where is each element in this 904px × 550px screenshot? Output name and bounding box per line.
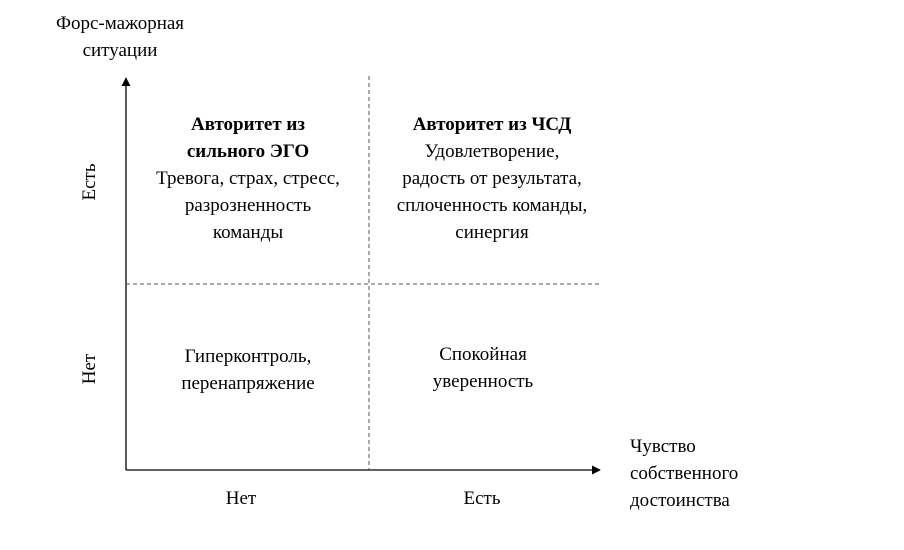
y-axis-title-line-1: Форс-мажорная [55,13,185,34]
quadrant-bottom-left [136,343,360,397]
y-axis-title-line-2: ситуации [82,40,158,61]
x-axis-title-line-2: собственного [630,463,739,484]
quadrant-top-right-body-line-3: сплоченность команды, [396,195,588,216]
quadrant-top-left-body-line-1: Тревога, страх, стресс, [156,168,340,189]
quadrant-top-left-heading-line-2: сильного ЭГО [186,141,310,162]
y-tick-bottom: Нет [79,353,100,385]
quadrant-top-right-body-line-4: синергия [455,222,529,243]
x-tick-right: Есть [463,488,501,509]
quadrant-bottom-left-body-line-1: Гиперконтроль, [184,346,312,367]
quadrant-top-right-heading-line-1: Авторитет из ЧСД [412,114,572,135]
quadrant-top-right [372,111,612,246]
quadrant-top-left-body-line-3: команды [212,222,284,243]
x-axis-title-line-3: достоинства [630,490,730,511]
quadrant-top-right-body-line-1: Удовлетворение, [424,141,560,162]
y-tick-top: Есть [79,163,100,201]
quadrant-top-left-body-line-2: разрозненность [184,195,312,216]
x-axis-title-line-1: Чувство [630,436,696,457]
quadrant-top-left [136,111,360,246]
y-axis-title [20,10,220,64]
quadrant-bottom-right-body-line-2: уверенность [432,371,534,392]
quadrant-top-left-heading-line-1: Авторитет из [190,114,306,135]
quadrant-bottom-left-body-line-2: перенапряжение [181,373,315,394]
x-axis-title [630,433,790,514]
quadrant-bottom-right-body-line-1: Спокойная [439,344,527,365]
quadrant-bottom-right [372,341,594,395]
x-tick-left: Нет [225,488,257,509]
quadrant-top-right-body-line-2: радость от результата, [402,168,582,189]
